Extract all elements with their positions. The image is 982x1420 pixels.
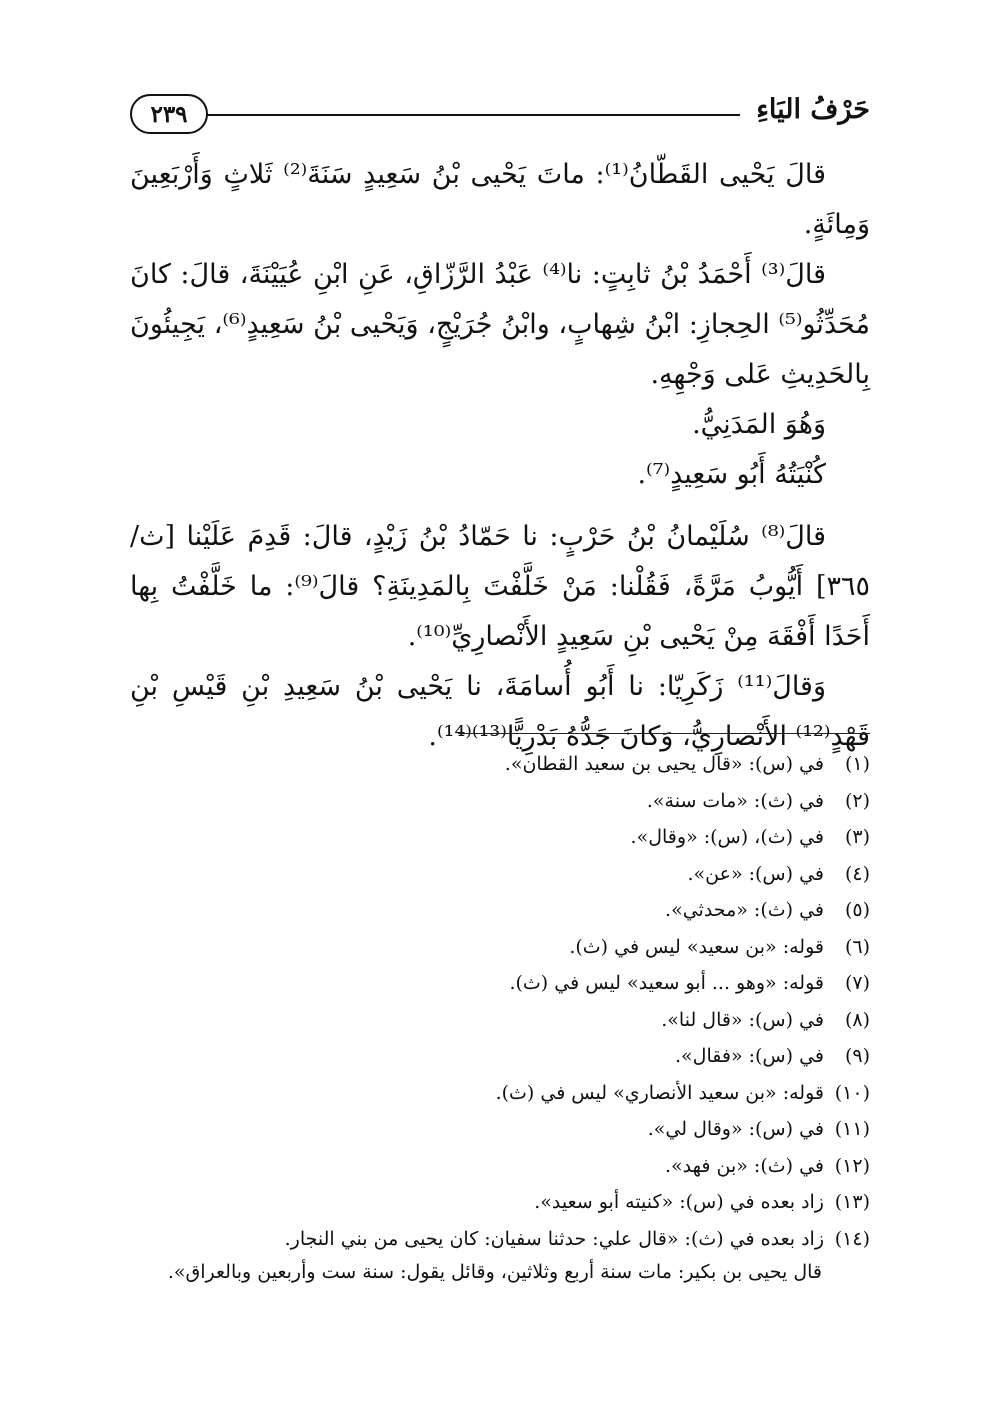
footnote-text: قوله: «بن سعيد» ليس في (ث).	[569, 935, 824, 958]
body-paragraph: وَهُوَ المَدَنِيُّ.	[692, 409, 826, 440]
page-header	[130, 86, 870, 136]
footnote-text: في (س): «عن».	[687, 862, 824, 885]
body-paragraph: قالَ يَحْيى القَطّانُ⁽¹⁾: ماتَ يَحْيى بْنُ سَعِيدٍ سَنَةَ⁽²⁾ ثَلاثٍ وَأَرْبَعِينَ وَمِائَةٍ.	[130, 159, 870, 240]
footnote-text: في (س): «فقال».	[675, 1045, 824, 1067]
footnote-text: قوله: «وهو ... أبو سعيد» ليس في (ث).	[509, 972, 824, 994]
body-paragraph: كُنْيَتُهُ أَبُو سَعِيدٍ⁽⁷⁾.	[637, 459, 826, 490]
body-paragraph: قالَ⁽³⁾ أَحْمَدُ بْنُ ثابِتٍ: نا⁽⁴⁾ عَبْدُ الرَّزّاقِ، عَنِ ابْنِ عُيَيْنَةَ، قالَ: كانَ مُحَدِّثُو⁽⁵⁾ الحِجازِ: ابْنُ شِهابٍ، وابْنُ جُرَيْجٍ، وَيَحْيى بْنُ سَعِيدٍ⁽⁶⁾، يَجِيئُونَ بِالحَدِيثِ عَلى وَجْهِهِ.	[130, 259, 871, 390]
footnote-number: (٢)	[844, 789, 870, 812]
footnote-number: (١)	[844, 753, 870, 775]
footnote-text: قوله: «بن سعيد الأنصاري» ليس في (ث).	[495, 1081, 824, 1104]
footnote-continuation: قال يحيى بن بكير: مات سنة أربع وثلاثين، وقائل يقول: سنة ست وأربعين وبالعراق».	[167, 1261, 822, 1283]
page-number: ٢٣٩	[150, 100, 188, 128]
footnote	[130, 1111, 870, 1148]
footnote-text: زاد بعده في (ث): «قال علي: حدثنا سفيان: كان يحيى من بني النجار.	[284, 1227, 824, 1250]
footnote-number: (٧)	[844, 972, 870, 994]
main-text	[130, 150, 870, 762]
footnote	[130, 1221, 870, 1258]
footnote-number: (٣)	[844, 826, 870, 848]
footnote-number: (٤)	[844, 862, 870, 885]
footnote-text: في (ث)، (س): «وقال».	[630, 826, 824, 848]
body-paragraph: وَقالَ⁽¹¹⁾ زَكَرِيّا: نا أَبُو أُسامَةَ، نا يَحْيى بْنُ سَعِيدِ بْنِ قَيْسِ بْنِ قَهْدٍ⁽¹²⁾ الأَنْصارِيُّ، وَكانَ جَدُّهُ بَدْرِيًّا⁽¹³⁾⁽¹⁴⁾.	[130, 671, 870, 752]
footnote-text: في (ث): «مات سنة».	[646, 789, 824, 812]
footnote	[130, 965, 870, 1002]
footnote-number: (١٣)	[834, 1191, 870, 1213]
footnote-number: (١٤)	[834, 1227, 870, 1250]
footnote	[130, 746, 870, 783]
footnote	[130, 892, 870, 929]
footnote-text: في (س): «قال لنا».	[661, 1008, 824, 1031]
footnote-text: في (ث): «بن فهد».	[664, 1154, 824, 1177]
body-paragraph: قالَ⁽⁸⁾ سُلَيْمانُ بْنُ حَرْبٍ: نا حَمّادُ بْنُ زَيْدٍ، قالَ: قَدِمَ عَلَيْنا [ث/ ٣٦٥] أَيُّوبُ مَرَّةً، فَقُلْنا: مَنْ خَلَّفْتَ بِالمَدِينَةِ؟ قالَ⁽⁹⁾: ما خَلَّفْتُ بِها أَحَدًا أَفْقَهَ مِنْ يَحْيى بْنِ سَعِيدٍ الأَنْصارِيِّ⁽¹⁰⁾.	[130, 521, 871, 652]
footnote	[130, 819, 870, 856]
footnote-number: (٩)	[844, 1045, 870, 1067]
footnote	[130, 1184, 870, 1221]
footnote-number: (٨)	[844, 1008, 870, 1031]
page-number-badge	[130, 94, 208, 134]
footnote-number: (٦)	[844, 935, 870, 958]
running-title: حَرْفُ اليَاءِ	[756, 94, 870, 125]
footnote	[130, 783, 870, 820]
footnote	[130, 1148, 870, 1185]
footnote-text: في (ث): «محدثي».	[665, 899, 824, 921]
footnote	[130, 1075, 870, 1112]
footnote-text: في (س): «وقال لي».	[647, 1118, 824, 1140]
footnotes	[130, 746, 870, 1287]
header-rule	[206, 114, 740, 116]
footnote	[130, 929, 870, 966]
footnote-divider	[458, 733, 870, 734]
footnote-number: (١١)	[834, 1118, 870, 1140]
footnote-number: (٥)	[844, 899, 870, 921]
footnote	[130, 1002, 870, 1039]
footnote-number: (١٢)	[834, 1154, 870, 1177]
footnote-text: في (س): «قال يحيى بن سعيد القطان».	[504, 753, 824, 775]
footnote-number: (١٠)	[834, 1081, 870, 1104]
footnote	[130, 1038, 870, 1075]
footnote	[130, 856, 870, 893]
footnote-text: زاد بعده في (س): «كنيته أبو سعيد».	[534, 1191, 824, 1213]
